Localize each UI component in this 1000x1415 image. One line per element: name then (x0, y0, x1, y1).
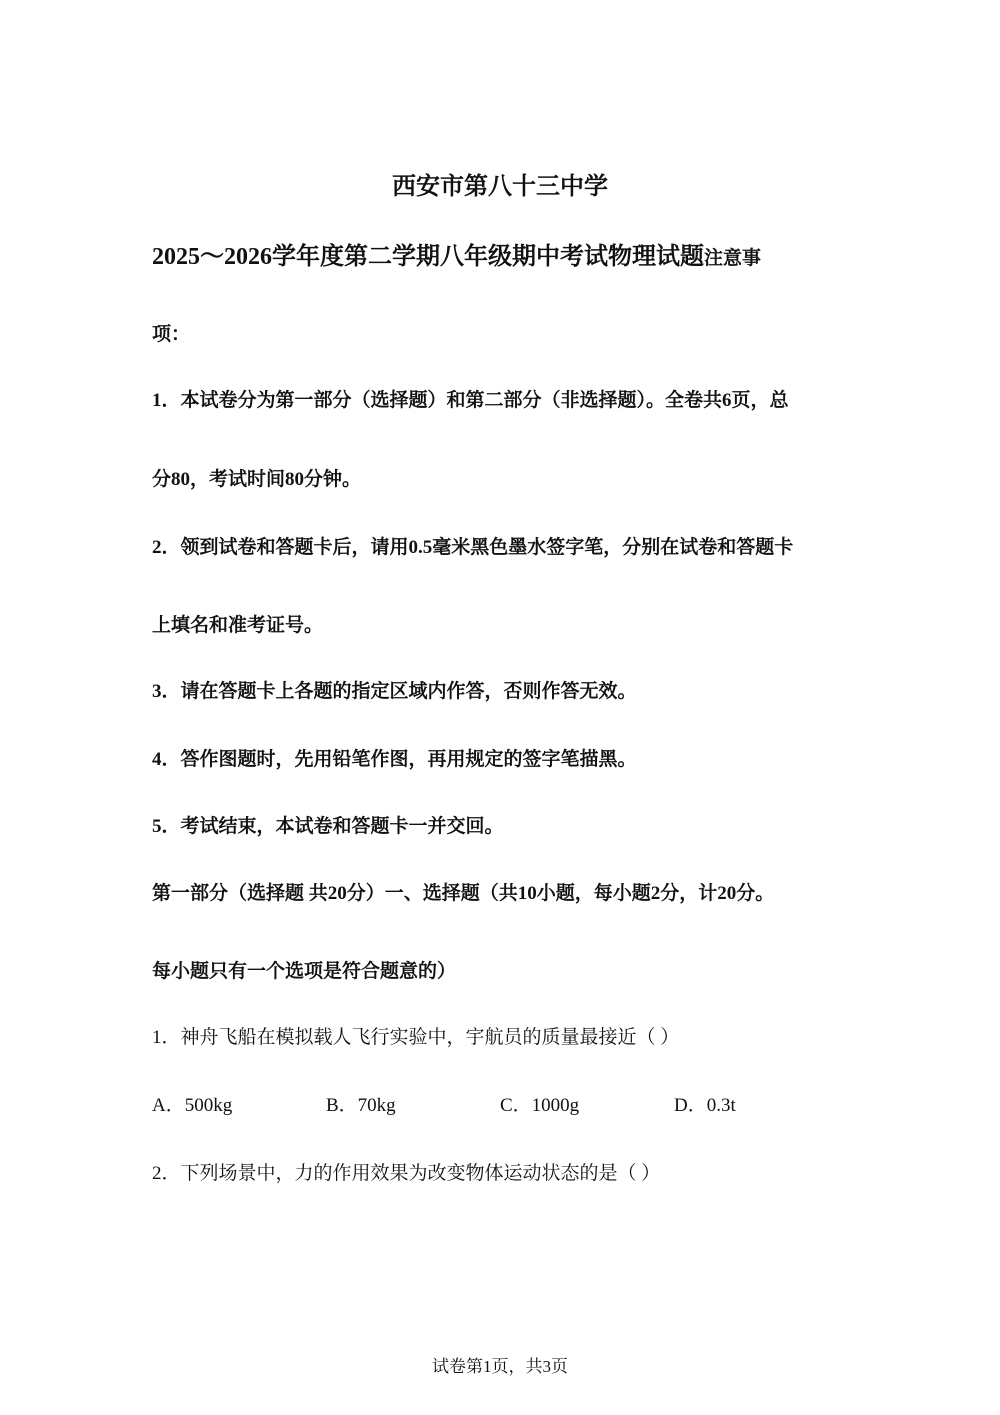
option-c: C．1000g (500, 1095, 580, 1116)
note-1-line-1: 1．本试卷分为第一部分（选择题）和第二部分（非选择题）。全卷共6页，总 (152, 390, 789, 411)
note-1-line-2: 分80，考试时间80分钟。 (152, 469, 362, 490)
option-d: D．0.3t (674, 1095, 736, 1116)
option-b: B．70kg (326, 1095, 396, 1116)
page-footer: 试卷第1页，共3页 (432, 1357, 568, 1376)
notes-heading-end: 项： (152, 324, 191, 345)
section-instruction: 每小题只有一个选项是符合题意的） (152, 961, 457, 982)
note-4: 4．答作图题时，先用铅笔作图，再用规定的签字笔描黑。 (152, 749, 637, 770)
question-1: 1．神舟飞船在模拟载人飞行实验中，宇航员的质量最接近（ ） (152, 1027, 680, 1048)
note-5: 5．考试结束，本试卷和答题卡一并交回。 (152, 816, 504, 837)
notes-heading-start: 注意事 (704, 248, 762, 269)
exam-title-text: 2025～2026学年度第二学期八年级期中考试物理试题 (152, 244, 704, 270)
exam-title (152, 242, 761, 274)
note-3: 3．请在答题卡上各题的指定区域内作答，否则作答无效。 (152, 681, 637, 702)
note-2-line-1: 2．领到试卷和答题卡后，请用0.5毫米黑色墨水签字笔，分别在试卷和答题卡 (152, 537, 794, 558)
school-name: 西安市第八十三中学 (392, 174, 608, 200)
option-a: A．500kg (152, 1095, 233, 1116)
section-heading: 第一部分（选择题 共20分）一、选择题（共10小题，每小题2分，计20分。 (152, 883, 775, 904)
question-2: 2．下列场景中，力的作用效果为改变物体运动状态的是（ ） (152, 1163, 661, 1184)
note-2-line-2: 上填名和准考证号。 (152, 615, 324, 636)
